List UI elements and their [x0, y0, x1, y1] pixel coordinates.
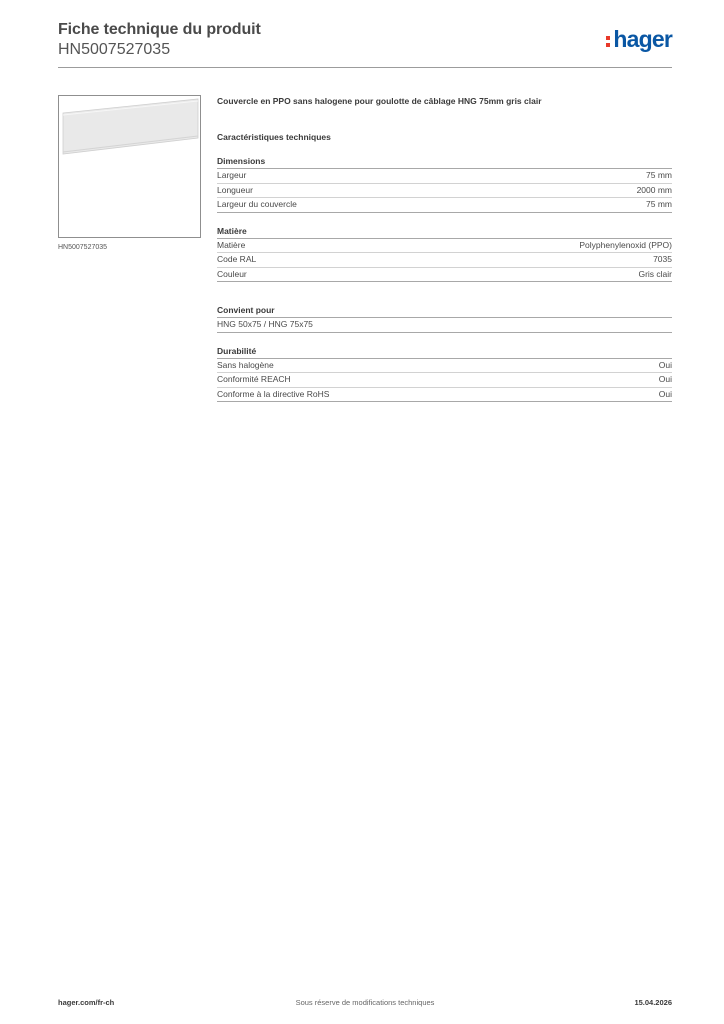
- row-value: 75 mm: [646, 170, 672, 180]
- product-reference: HN5007527035: [58, 41, 171, 58]
- section-title: Durabilité: [217, 345, 672, 359]
- logo-dots-icon: [606, 34, 611, 48]
- row-label: Largeur du couvercle: [217, 199, 297, 209]
- row-label: Longueur: [217, 184, 253, 195]
- row-value: 2000 mm: [636, 184, 672, 195]
- row-value: 75 mm: [646, 199, 672, 209]
- page-title: Fiche technique du produit: [58, 21, 261, 38]
- product-details: [217, 95, 672, 402]
- image-caption: HN5007527035: [58, 244, 108, 251]
- table-row: [217, 184, 672, 199]
- row-label: Largeur: [217, 170, 247, 180]
- row-value: Oui: [658, 388, 672, 399]
- row-label: Conforme à la directive RoHS: [217, 388, 330, 399]
- table-row: [217, 373, 672, 388]
- row-label: Conformité REACH: [217, 374, 291, 384]
- row-value: Gris clair: [638, 268, 672, 279]
- table-row: [217, 268, 672, 283]
- section-matiere: [217, 225, 672, 283]
- row-value: 7035: [653, 254, 672, 264]
- table-row: [217, 253, 672, 268]
- row-value: Oui: [658, 374, 672, 384]
- section-durabilite: [217, 345, 672, 403]
- table-row: [217, 388, 672, 403]
- section-convient: [217, 304, 672, 333]
- page-header: [58, 20, 672, 60]
- footer-date: 15.04.2026: [634, 998, 672, 1007]
- tech-heading: Caractéristiques techniques: [217, 132, 331, 142]
- cable-duct-cover-icon: [59, 96, 200, 237]
- section-dimensions: [217, 155, 672, 213]
- table-row: [217, 198, 672, 213]
- product-description: Couvercle en PPO sans halogene pour goulotte de câblage HNG 75mm gris clair: [217, 96, 542, 106]
- footer-website-link[interactable]: hager.com/fr-ch: [58, 998, 115, 1007]
- table-row: [217, 359, 672, 374]
- row-label: Code RAL: [217, 254, 257, 264]
- section-title: Matière: [217, 225, 672, 239]
- footer-notice: Sous réserve de modifications techniques: [295, 998, 435, 1007]
- row-label: Sans halogène: [217, 359, 274, 370]
- table-row: [217, 169, 672, 184]
- row-label: HNG 50x75 / HNG 75x75: [217, 319, 313, 329]
- product-image: [58, 95, 201, 238]
- row-value: Oui: [658, 359, 672, 370]
- header-divider: [58, 67, 672, 68]
- row-value: Polyphenylenoxid (PPO): [579, 239, 672, 250]
- hager-logo: [606, 26, 672, 52]
- table-row: [217, 239, 672, 254]
- section-title: Convient pour: [217, 304, 672, 318]
- row-label: Matière: [217, 239, 246, 250]
- logo-text: hager: [613, 26, 672, 52]
- row-label: Couleur: [217, 268, 247, 279]
- table-row: [217, 318, 672, 333]
- section-title: Dimensions: [217, 155, 672, 169]
